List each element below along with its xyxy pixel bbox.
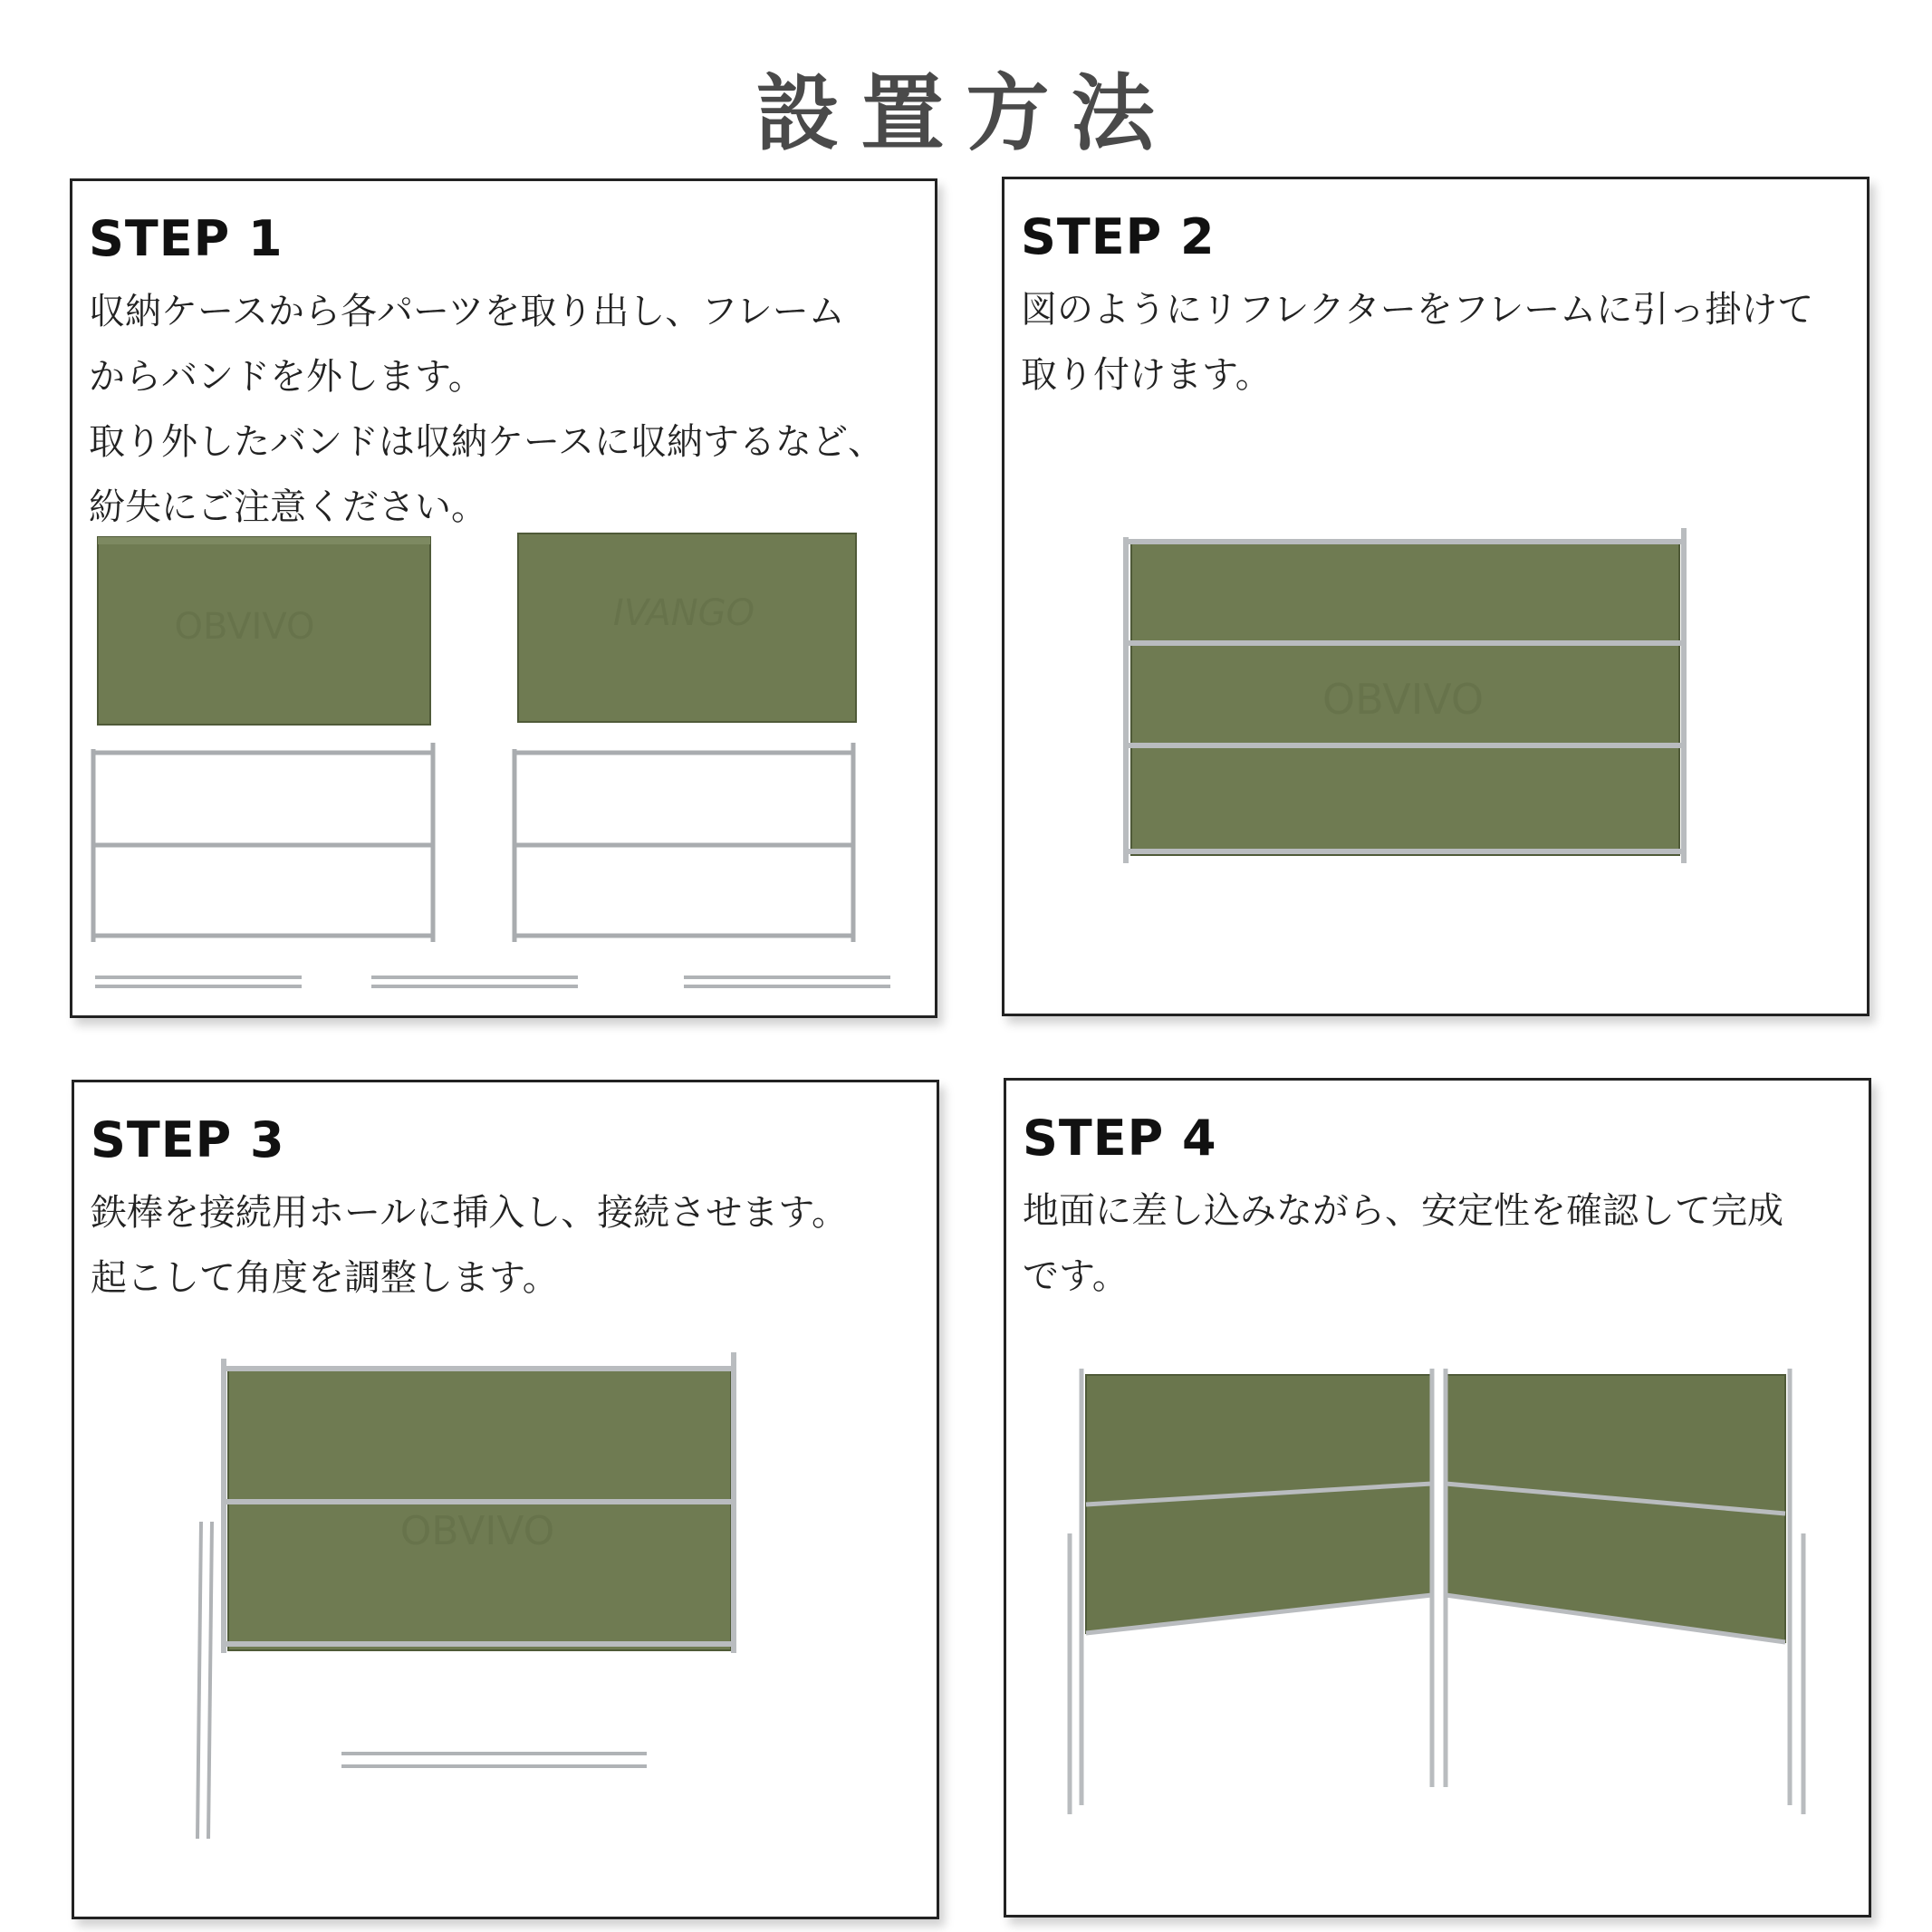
installed-reflector-left <box>1070 1369 1432 1814</box>
inserted-stake <box>197 1522 212 1839</box>
step-2-line: 取り付けます。 <box>1021 354 1272 396</box>
step-3-line: 起こして角度を調整します。 <box>91 1257 559 1299</box>
step-2-card <box>1002 177 1870 1016</box>
svg-text:IVANGO: IVANGO <box>612 592 755 634</box>
svg-text:OBVIVO: OBVIVO <box>174 606 315 648</box>
step-3-illustration <box>74 1082 937 1917</box>
step-1-line: 取り外したバンドは収納ケースに収納するなど、 <box>89 421 884 463</box>
step-2-line: 図のようにリフレクターをフレームに引っ掛けて <box>1021 289 1814 331</box>
reflector-panel-left <box>98 537 430 725</box>
frame-right <box>514 743 853 942</box>
assembled-reflector <box>1126 528 1684 863</box>
loose-stake <box>341 1754 647 1766</box>
step-1-label: STEP 1 <box>89 210 284 267</box>
step-4-line: 地面に差し込みながら、安定性を確認して完成 <box>1023 1190 1783 1232</box>
step-1-illustration <box>72 181 935 1015</box>
step-4-illustration <box>1006 1081 1869 1915</box>
svg-text:OBVIVO: OBVIVO <box>399 1508 555 1554</box>
step-4-card <box>1004 1078 1871 1918</box>
stakes <box>95 977 890 986</box>
step-3-card <box>72 1080 939 1919</box>
step-2-label: STEP 2 <box>1021 208 1216 265</box>
step-1-line: からバンドを外します。 <box>89 356 485 398</box>
step-4-label: STEP 4 <box>1023 1110 1217 1167</box>
step-1-card <box>70 178 937 1018</box>
svg-text:OBVIVO: OBVIVO <box>1322 675 1485 724</box>
step-4-line: です。 <box>1023 1255 1129 1297</box>
step-3-line: 鉄棒を接続用ホールに挿入し、接続させます。 <box>91 1192 848 1234</box>
step-2-illustration <box>1004 179 1867 1014</box>
frame-left <box>93 743 433 942</box>
installed-reflector-right <box>1446 1369 1803 1814</box>
step-3-label: STEP 3 <box>91 1111 285 1168</box>
page-title: 設置方法 <box>755 65 1177 162</box>
step-1-line: 紛失にご注意ください。 <box>89 486 487 528</box>
reflector-panel-right <box>518 533 856 722</box>
step-1-line: 収納ケースから各パーツを取り出し、フレーム <box>89 291 845 332</box>
